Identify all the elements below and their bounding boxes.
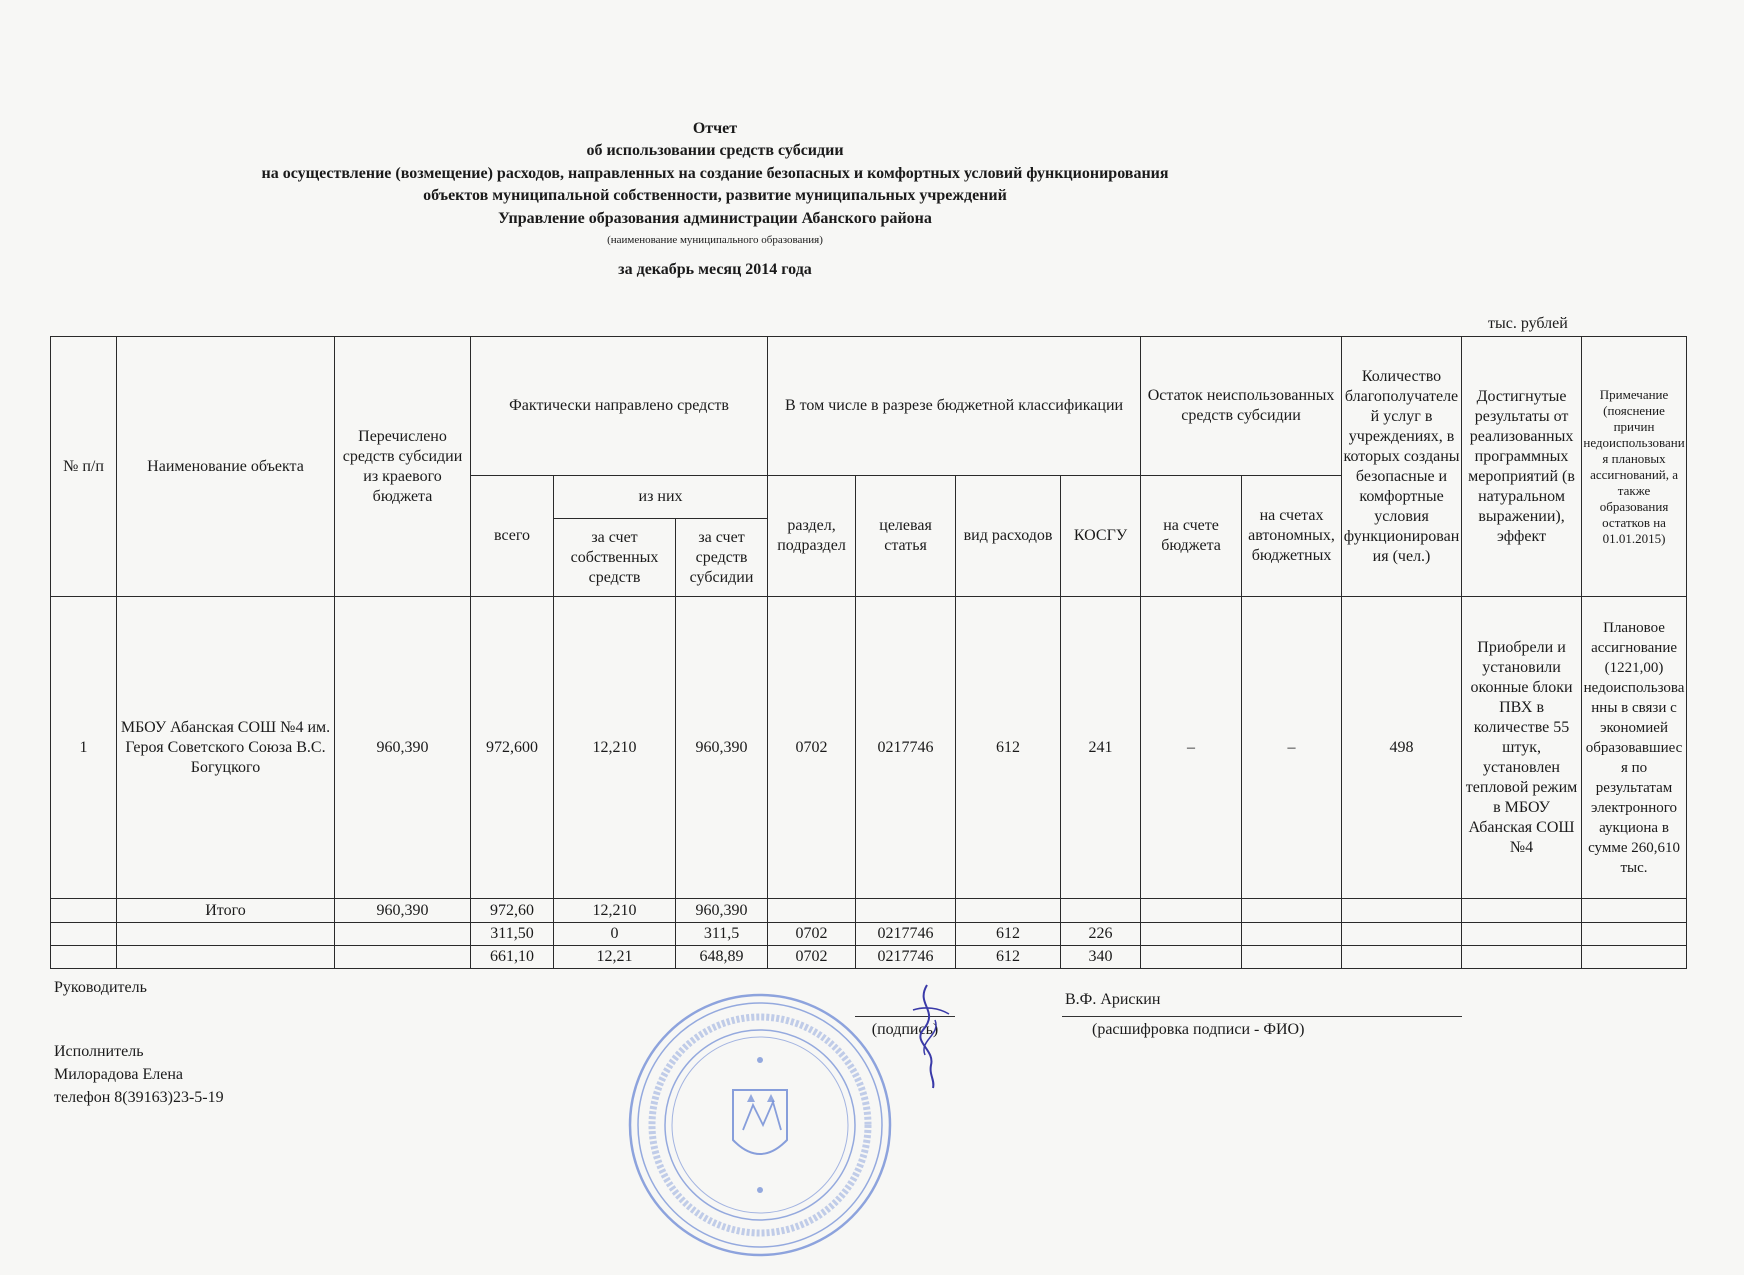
- sub-subsidy: 648,89: [676, 946, 768, 969]
- row-own: 12,210: [554, 597, 676, 899]
- sub-total: 311,50: [471, 923, 554, 946]
- report-subtitle-3: объектов муниципальной собственности, развитие муниципальных учреждений: [423, 187, 1007, 204]
- itogo-empty-num: [51, 899, 117, 923]
- sub-own: 0: [554, 923, 676, 946]
- report-subtitle-1: об использовании средств субсидии: [586, 142, 844, 159]
- row-note: Плановое ассигнование (1221,00) недоиспользованны в связи с экономией образовавшиеся по результатам электронного аукциона в сумме 260,610 тыс.: [1582, 597, 1687, 899]
- handwritten-signature: [905, 980, 955, 1090]
- organization-caption: (наименование муниципального образования): [607, 234, 823, 246]
- col-num-header: № п/п: [51, 337, 117, 597]
- itogo-label: Итого: [117, 899, 335, 923]
- sub-own: 12,21: [554, 946, 676, 969]
- col-exptype-header: вид расходов: [956, 476, 1061, 597]
- sub-exptype: 612: [956, 923, 1061, 946]
- col-remainder-header: Остаток неиспользованных средств субсидии: [1141, 337, 1342, 476]
- sub-section: 0702: [768, 923, 856, 946]
- row-total: 972,600: [471, 597, 554, 899]
- col-results-header: Достигнутые результаты от реализованных программных мероприятий (в натуральном выражении), эффект: [1462, 337, 1582, 597]
- sub-kosgu: 340: [1061, 946, 1141, 969]
- itogo-total: 972,60: [471, 899, 554, 923]
- col-auto-acc-header: на счетах автономных, бюджетных: [1242, 476, 1342, 597]
- sub-row: [51, 946, 1687, 969]
- row-name: МБОУ Абанская СОШ №4 им. Героя Советского Союза В.С. Богуцкого: [117, 597, 335, 899]
- row-target: 0217746: [856, 597, 956, 899]
- col-total-header: всего: [471, 476, 554, 597]
- col-recipients-header: Количество благополучателей услуг в учреждениях, в которых созданы безопасные и комфортные условия функционирования (чел.): [1342, 337, 1462, 597]
- executor-name: Милорадова Елена: [54, 1066, 183, 1083]
- report-period: за декабрь месяц 2014 года: [618, 261, 812, 278]
- col-note-header: Примечание (пояснение причин недоиспользования плановых ассигнований, а также образования остатков на 01.01.2015): [1582, 337, 1687, 597]
- sub-target: 0217746: [856, 946, 956, 969]
- row-section: 0702: [768, 597, 856, 899]
- executor-phone: телефон 8(39163)23-5-19: [54, 1089, 224, 1106]
- row-exptype: 612: [956, 597, 1061, 899]
- row-auto-acc: –: [1242, 597, 1342, 899]
- col-transferred-header: Перечислено средств субсидии из краевого бюджета: [335, 337, 471, 597]
- head-name: В.Ф. Арискин: [1065, 991, 1161, 1008]
- col-budget-class-header: В том числе в разрезе бюджетной классификации: [768, 337, 1141, 476]
- itogo-row: [51, 899, 1687, 923]
- row-results: Приобрели и установили оконные блоки ПВХ в количестве 55 штук, установлен тепловой режим в МБОУ Абанская СОШ №4: [1462, 597, 1582, 899]
- header-row-1: [51, 337, 1687, 476]
- row-num: 1: [51, 597, 117, 899]
- col-budget-acc-header: на счете бюджета: [1141, 476, 1242, 597]
- unit-label: тыс. рублей: [1488, 315, 1568, 332]
- row-transferred: 960,390: [335, 597, 471, 899]
- organization-name: Управление образования администрации Абанского района: [498, 210, 932, 227]
- sub-section: 0702: [768, 946, 856, 969]
- col-actual-header: Фактически направлено средств: [471, 337, 768, 476]
- report-table: [50, 336, 1687, 969]
- col-name-header: Наименование объекта: [117, 337, 335, 597]
- sub-target: 0217746: [856, 923, 956, 946]
- row-kosgu: 241: [1061, 597, 1141, 899]
- col-section-header: раздел, подраздел: [768, 476, 856, 597]
- official-stamp-seal: [625, 990, 895, 1260]
- name-caption: (расшифровка подписи - ФИО): [1092, 1021, 1305, 1038]
- itogo-transferred: 960,390: [335, 899, 471, 923]
- signature-caption: (подпись): [871, 1021, 939, 1038]
- executor-label: Исполнитель: [54, 1043, 144, 1060]
- sub-subsidy: 311,5: [676, 923, 768, 946]
- sub-kosgu: 226: [1061, 923, 1141, 946]
- name-line: [1062, 1016, 1462, 1017]
- head-label: Руководитель: [54, 979, 147, 996]
- col-own-header: за счет собственных средств: [554, 519, 676, 597]
- col-kosgu-header: КОСГУ: [1061, 476, 1141, 597]
- sub-total: 661,10: [471, 946, 554, 969]
- report-subtitle-2: на осуществление (возмещение) расходов, направленных на создание безопасных и комфортных условий функционирования: [261, 165, 1169, 182]
- row-budget-acc: –: [1141, 597, 1242, 899]
- itogo-own: 12,210: [554, 899, 676, 923]
- itogo-subsidy: 960,390: [676, 899, 768, 923]
- col-target-header: целевая статья: [856, 476, 956, 597]
- col-subsidy-header: за счет средств субсидии: [676, 519, 768, 597]
- table-row: [51, 597, 1687, 899]
- sub-row: [51, 923, 1687, 946]
- col-of-them-header: из них: [554, 476, 768, 519]
- sub-exptype: 612: [956, 946, 1061, 969]
- row-recipients: 498: [1342, 597, 1462, 899]
- row-subsidy: 960,390: [676, 597, 768, 899]
- report-title: Отчет: [692, 120, 738, 137]
